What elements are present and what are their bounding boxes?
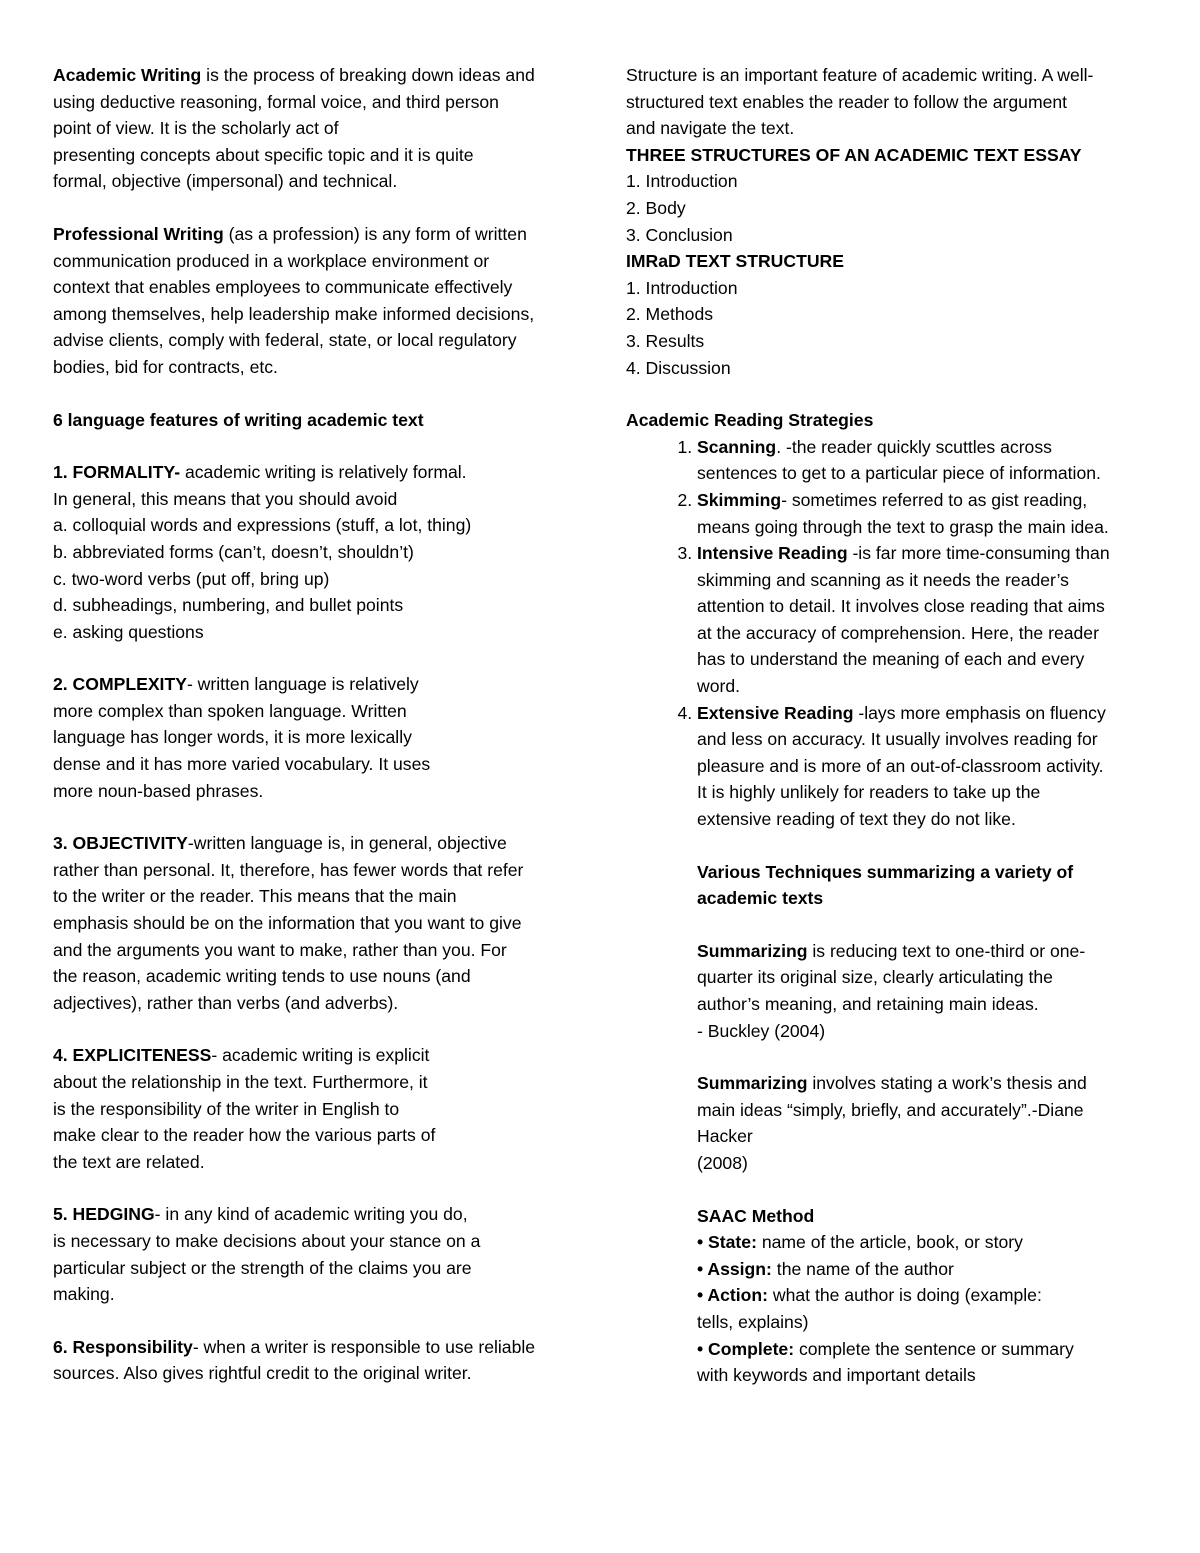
text-line: adjectives), rather than verbs (and adverbs). xyxy=(53,992,399,1013)
text-line: communication produced in a workplace environment or xyxy=(53,250,490,271)
text-line: name of the article, book, or story xyxy=(756,1232,1023,1253)
term-formality: 1. FORMALITY- xyxy=(53,462,181,483)
list-item xyxy=(697,487,1171,540)
reading-strategies-heading: Academic Reading Strategies xyxy=(626,410,874,431)
text-line: among themselves, help leadership make informed decisions, xyxy=(53,303,535,324)
saac-term: • Action: xyxy=(697,1285,768,1306)
text-line: main ideas “simply, briefly, and accurately”.-Diane xyxy=(697,1099,1084,1120)
saac-heading: SAAC Method xyxy=(697,1205,815,1226)
list-item: 3. Results xyxy=(626,330,705,351)
text-line: the reason, academic writing tends to use nouns (and xyxy=(53,966,471,987)
text-line: using deductive reasoning, formal voice, and third person xyxy=(53,91,499,112)
term-professional-writing: Professional Writing xyxy=(53,223,224,244)
summarizing-definition-2 xyxy=(697,1070,1171,1176)
text-line: tells, explains) xyxy=(697,1311,809,1332)
list-item: 4. Discussion xyxy=(626,357,731,378)
term-academic-writing: Academic Writing xyxy=(53,65,202,85)
text-line: academic writing is relatively formal. xyxy=(180,462,467,483)
text-line: c. two-word verbs (put off, bring up) xyxy=(53,568,330,589)
saac-item-state xyxy=(697,1229,1171,1256)
text-line: structured text enables the reader to follow the argument xyxy=(626,91,1068,112)
text-line: is necessary to make decisions about your stance on a xyxy=(53,1230,481,1251)
text-line: - when a writer is responsible to use reliable xyxy=(192,1336,536,1357)
text-line: quarter its original size, clearly articulating the xyxy=(697,967,1053,988)
responsibility-section xyxy=(53,1334,598,1387)
list-item xyxy=(697,700,1171,833)
text-line: is the process of breaking down ideas and xyxy=(201,65,535,85)
text-line: make clear to the reader how the various parts of xyxy=(53,1125,436,1146)
text-line: - sometimes referred to as gist reading, xyxy=(781,489,1088,510)
text-line: is the responsibility of the writer in English to xyxy=(53,1098,400,1119)
list-item: 2. Methods xyxy=(626,304,714,325)
text-line: making. xyxy=(53,1284,115,1305)
text-line: -lays more emphasis on fluency xyxy=(853,702,1106,723)
text-line: It is highly unlikely for readers to take up the xyxy=(697,782,1041,803)
term-intensive-reading: Intensive Reading xyxy=(697,543,848,564)
text-line: - Buckley (2004) xyxy=(697,1020,826,1041)
saac-term: • Assign: xyxy=(697,1258,772,1279)
text-line: bodies, bid for contracts, etc. xyxy=(53,356,278,377)
term-responsibility: 6. Responsibility xyxy=(53,1336,193,1357)
text-line: the name of the author xyxy=(771,1258,954,1279)
term-hedging: 5. HEDGING xyxy=(53,1204,155,1225)
term-summarizing: Summarizing xyxy=(697,1073,808,1094)
text-line: pleasure and is more of an out-of-classroom activity. xyxy=(697,755,1104,776)
text-line: and less on accuracy. It usually involves reading for xyxy=(697,729,1098,750)
saac-item-action xyxy=(697,1282,1171,1309)
text-line: presenting concepts about specific topic and it is quite xyxy=(53,144,474,165)
reading-strategies-list xyxy=(626,434,1171,833)
left-column xyxy=(53,62,598,1387)
text-line: involves stating a work’s thesis and xyxy=(807,1073,1087,1094)
term-objectivity: 3. OBJECTIVITY xyxy=(53,833,188,854)
text-line: extensive reading of text they do not like. xyxy=(697,809,1016,830)
academic-writing-paragraph xyxy=(53,62,598,195)
text-line: is reducing text to one-third or one- xyxy=(807,940,1086,961)
techniques-heading: Various Techniques summarizing a variety of xyxy=(697,861,1074,882)
text-line: - in any kind of academic writing you do, xyxy=(154,1204,468,1225)
text-line: to the writer or the reader. This means that the main xyxy=(53,886,457,907)
professional-writing-paragraph xyxy=(53,221,598,381)
summarizing-definition-1 xyxy=(697,938,1171,1044)
text-line: point of view. It is the scholarly act of xyxy=(53,118,339,139)
text-line: and the arguments you want to make, rather than you. For xyxy=(53,939,507,960)
objectivity-section xyxy=(53,830,598,1016)
saac-item-assign xyxy=(697,1256,1171,1283)
text-line: and navigate the text. xyxy=(626,118,795,139)
text-line: sources. Also gives rightful credit to the original writer. xyxy=(53,1363,472,1384)
text-line: -is far more time-consuming than xyxy=(847,543,1110,564)
list-item xyxy=(697,540,1171,700)
text-line: has to understand the meaning of each and every xyxy=(697,649,1085,670)
list-item: 3. Conclusion xyxy=(626,224,733,245)
text-line: more noun-based phrases. xyxy=(53,780,264,801)
text-line: particular subject or the strength of the claims you are xyxy=(53,1257,472,1278)
text-line: skimming and scanning as it needs the reader’s xyxy=(697,569,1069,590)
list-item: 1. Introduction xyxy=(626,277,738,298)
text-line: language has longer words, it is more lexically xyxy=(53,727,412,748)
text-line: - written language is relatively xyxy=(186,674,419,695)
list-item: 1. Introduction xyxy=(626,171,738,192)
text-line: context that enables employees to communicate effectively xyxy=(53,277,513,298)
complexity-section xyxy=(53,671,598,804)
features-heading: 6 language features of writing academic text xyxy=(53,409,424,430)
text-line: (as a profession) is any form of written xyxy=(223,223,527,244)
term-skimming: Skimming xyxy=(697,489,782,510)
techniques-heading-line2: academic texts xyxy=(697,888,824,909)
hedging-section xyxy=(53,1201,598,1307)
text-line: -written language is, in general, objective xyxy=(187,833,507,854)
text-line: b. abbreviated forms (can’t, doesn’t, shouldn’t) xyxy=(53,541,414,562)
text-line: complete the sentence or summary xyxy=(794,1338,1074,1359)
imrad-heading: IMRaD TEXT STRUCTURE xyxy=(626,251,844,272)
text-line: at the accuracy of comprehension. Here, the reader xyxy=(697,622,1099,643)
term-explicitness: 4. EXPLICITENESS xyxy=(53,1045,212,1066)
text-line: word. xyxy=(697,676,741,697)
text-line: about the relationship in the text. Furthermore, it xyxy=(53,1072,428,1092)
text-line: dense and it has more varied vocabulary. It uses xyxy=(53,754,431,775)
text-line: (2008) xyxy=(697,1152,748,1173)
text-line: Structure is an important feature of academic writing. A well- xyxy=(626,65,1094,85)
term-scanning: Scanning xyxy=(697,436,777,457)
list-item: 2. Body xyxy=(626,197,686,218)
text-line: a. colloquial words and expressions (stuff, a lot, thing) xyxy=(53,515,472,536)
techniques-section xyxy=(697,859,1171,1389)
text-line: the text are related. xyxy=(53,1151,205,1172)
text-line: what the author is doing (example: xyxy=(768,1285,1042,1306)
term-summarizing: Summarizing xyxy=(697,940,808,961)
term-extensive-reading: Extensive Reading xyxy=(697,702,854,723)
text-line: . -the reader quickly scuttles across xyxy=(776,436,1052,457)
text-line: sentences to get to a particular piece of information. xyxy=(697,463,1101,484)
three-structures-heading: THREE STRUCTURES OF AN ACADEMIC TEXT ESSAY xyxy=(626,144,1082,165)
text-line: emphasis should be on the information that you want to give xyxy=(53,913,522,934)
formality-section xyxy=(53,459,598,645)
text-line: attention to detail. It involves close reading that aims xyxy=(697,596,1105,617)
text-line: formal, objective (impersonal) and technical. xyxy=(53,171,398,192)
text-line: more complex than spoken language. Written xyxy=(53,700,407,721)
text-line: author’s meaning, and retaining main ideas. xyxy=(697,994,1039,1014)
saac-term: • State: xyxy=(697,1232,757,1253)
right-column xyxy=(626,62,1171,1389)
saac-item-complete xyxy=(697,1336,1171,1363)
text-line: rather than personal. It, therefore, has fewer words that refer xyxy=(53,859,524,880)
text-line: In general, this means that you should avoid xyxy=(53,488,398,509)
text-line: d. subheadings, numbering, and bullet points xyxy=(53,595,404,616)
text-line: Hacker xyxy=(697,1126,753,1147)
list-item xyxy=(697,434,1171,487)
text-line: with keywords and important details xyxy=(697,1365,976,1386)
text-line: - academic writing is explicit xyxy=(211,1045,430,1066)
saac-term: • Complete: xyxy=(697,1338,795,1359)
explicitness-section xyxy=(53,1042,598,1175)
text-line: means going through the text to grasp the main idea. xyxy=(697,516,1109,537)
term-complexity: 2. COMPLEXITY xyxy=(53,674,187,695)
text-line: e. asking questions xyxy=(53,621,204,642)
structure-intro xyxy=(626,62,1171,142)
text-line: advise clients, comply with federal, state, or local regulatory xyxy=(53,330,517,351)
